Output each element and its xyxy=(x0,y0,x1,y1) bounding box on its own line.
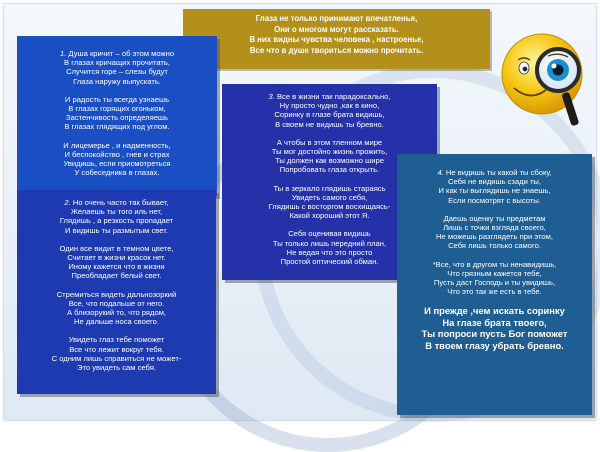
smiley-with-magnifier-icon xyxy=(500,26,592,131)
stanza: Увидеть глаз тебе поможет Все что лежит вокруг тебя. С одним лишь справиться не может- Это увидеть сам себя. xyxy=(51,335,182,373)
stanza: А чтобы в этом тленном мире Ты мог достойно жизнь прожить, Ты должен как возможно шире Попробовать глаза открыть. xyxy=(271,137,388,175)
stanza xyxy=(230,92,429,129)
stanza: Ты в зеркало глядишь стараясь Увидеть самого себя, Глядишь с восторгом восхищаясь- Какой хороший этот Я. xyxy=(268,183,391,221)
stanza-number: 1. xyxy=(59,49,67,58)
stanza-number: 3. xyxy=(268,92,275,101)
verse-box-1 xyxy=(17,36,217,196)
stanza xyxy=(23,49,211,86)
header-line: Все что в душе твориться можно прочитать. xyxy=(249,45,424,55)
stanza: Даешь оценку ты предметам Лишь с точки взгляда своего, Не можешь разглядеть при этом, Себя лишь только самого. xyxy=(436,213,553,251)
verse-box-2 xyxy=(17,190,216,394)
header-verse-box xyxy=(183,9,490,69)
stanza xyxy=(403,168,586,205)
header-line: Они о многом могут рассказать. xyxy=(274,24,399,34)
header-line: В них видны чувства человека , настроенье, xyxy=(249,35,424,44)
verse-box-4 xyxy=(397,154,592,415)
stanza xyxy=(23,198,210,235)
stanza-text: Но очень часто так бывает, Желаешь ты того иль нет, Глядишь , а резкость пропадает И видишь ты размытым свет. xyxy=(59,198,174,235)
stanza: *Все, что в другом ты ненавидишь, Что грязным кажется тебе, Пусть даст Господь и ты увидишь, Что это так же есть в тебе. xyxy=(432,259,557,297)
stanza: Себя оценивая видишь Ты только лишь передний план, Не ведая что это просто Простой оптический обман. xyxy=(272,229,387,267)
stanza-text: Не видишь ты какой ты сбоку, Себя не видишь сзади ты, И как ты выглядишь не знаешь, Если посмотрят с высоты. xyxy=(438,168,552,205)
stanza-text: Душа кричит – об этом можно В глазах кричащих прочитать, Случится горе – слезы будут Глаза наружу выпускать. xyxy=(64,49,175,86)
closing-stanza: И прежде ,чем искать соринку На глазе брата твоего, Ты попроси пусть Бог поможет В твоем глазу убрать бревно. xyxy=(421,305,568,351)
stanza-text: Все в жизни так парадоксально, Ну просто чудно ,как в кино, Соринку в глазе брата видишь, В своем не видишь ты бревно. xyxy=(274,92,391,129)
stanza-number: 2. xyxy=(64,198,71,207)
stanza: И радость ты всегда узнаешь В глазах горящих огоньком, Застенчивость определяешь В глазах глядящих под углом. xyxy=(64,94,170,132)
header-line: Глаза не только принимают впечатленья, xyxy=(255,14,418,23)
stanza-number: 4. xyxy=(437,168,444,177)
stanza: И лицемерье , и надменность, И беспокойство , гнев и страх Увидишь, если присмотреться У собеседника в глазах. xyxy=(63,140,171,178)
stanza: Один все видит в темном цвете, Считает в жизни красок нет. Иному кажется что в жизни Преобладает белый свет. xyxy=(59,243,174,281)
stanza: Стремиться видеть дальнозоркий Все, что подальше от него. А близорукий то, что рядом, Не дальше носа своего. xyxy=(56,289,177,327)
